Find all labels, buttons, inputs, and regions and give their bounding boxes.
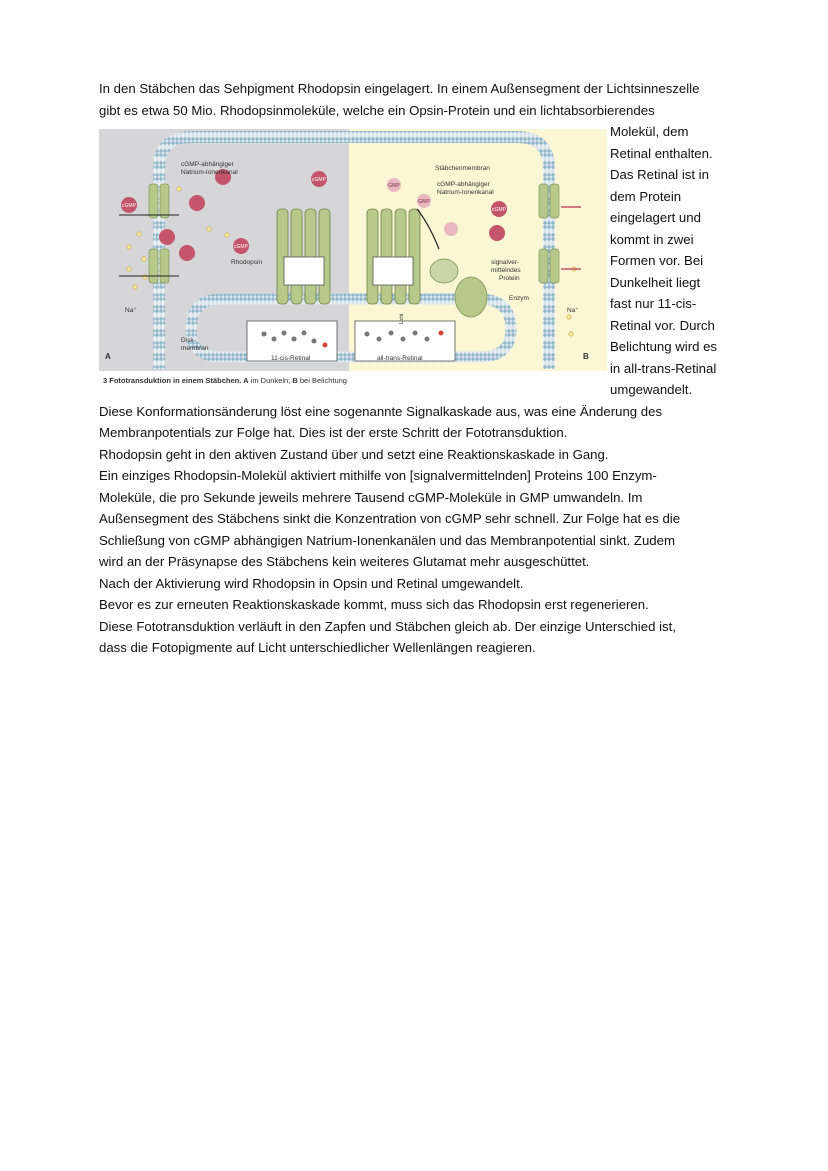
phototransduction-figure (99, 129, 607, 389)
body-line: Moleküle, die pro Sekunde jeweils mehrere Tausend cGMP-Moleküle in GMP umwandeln. Im (99, 490, 643, 505)
gmp-label: GMP (388, 183, 400, 189)
side-line: Dunkelheit liegt (610, 275, 701, 290)
label-channel-right: cGMP-abhängiger (437, 181, 490, 188)
side-line: dem Protein (610, 189, 682, 204)
label-rhodopsin: Rhodopsin (231, 259, 263, 266)
cgmp-label: cGMP (122, 203, 136, 209)
body-line: wird an der Präsynapse des Stäbchens kein weiteres Glutamat mehr ausgeschüttet. (99, 554, 590, 569)
label-signal-3: Protein (499, 275, 520, 282)
body-line: Ein einziges Rhodopsin-Molekül aktiviert mithilfe von [signalvermittelnden] Proteins 100 Enzym- (99, 468, 657, 483)
figure-caption (103, 376, 347, 385)
caption-a: im Dunkeln; (248, 376, 293, 385)
label-channel-left: cGMP-abhängiger (181, 161, 234, 168)
label-disk-1: Disk- (181, 337, 196, 344)
label-channel-left-2: Natrium-Ionenkanal (181, 169, 238, 176)
body-line: dass die Fotopigmente auf Licht unterschiedlicher Wellenlängen reagieren. (99, 640, 536, 655)
caption-b-bold: B (292, 376, 298, 385)
label-signal-1: signalver- (491, 259, 520, 266)
label-panel-b: B (583, 352, 589, 361)
cgmp-label: cGMP (312, 177, 326, 183)
cgmp-label: cGMP (492, 207, 506, 213)
label-panel-a: A (105, 352, 111, 361)
caption-bold: 3 Fototransduktion in einem Stäbchen. A (103, 376, 249, 385)
label-channel-right-2: Natrium-Ionenkanal (437, 189, 494, 196)
side-line: umgewandelt. (610, 382, 693, 397)
body-line: Nach der Aktivierung wird Rhodopsin in Opsin und Retinal umgewandelt. (99, 576, 524, 591)
label-retinal-cis: 11-cis-Retinal (271, 355, 311, 362)
side-line: Belichtung wird es (610, 339, 718, 354)
side-line: kommt in zwei (610, 232, 694, 247)
signal-protein (430, 259, 458, 283)
body-line: Außensegment des Stäbchens sinkt die Konzentration von cGMP sehr schnell. Zur Folge hat es die (99, 511, 681, 526)
label-signal-2: mittelndes (491, 267, 521, 274)
side-line: fast nur 11-cis- (610, 296, 697, 311)
intro-line-1: In den Stäbchen das Sehpigment Rhodopsin eingelagert. In einem Außensegment der Lichtsinneszelle (99, 81, 700, 96)
side-line: eingelagert und (610, 210, 701, 225)
body-line: Schließung von cGMP abhängigen Natrium-Ionenkanälen und das Membranpotential sinkt. Zudem (99, 533, 675, 548)
body-line: Rhodopsin geht in den aktiven Zustand über und setzt eine Reaktionskaskade in Gang. (99, 447, 609, 462)
label-na-left: Na⁺ (125, 307, 137, 314)
side-line: Formen vor. Bei (610, 253, 704, 268)
side-line: Retinal enthalten. (610, 146, 713, 161)
enzyme (455, 277, 487, 317)
side-line: Molekül, dem (610, 124, 689, 139)
body-line: Membranpotentials zur Folge hat. Dies ist der erste Schritt der Fototransduktion. (99, 425, 568, 440)
body-line: Diese Konformationsänderung löst eine sogenannte Signalkaskade aus, was eine Änderung des (99, 404, 663, 419)
side-line: Das Retinal ist in (610, 167, 709, 182)
label-na-right: Na⁺ (567, 307, 579, 314)
label-membrane: Stäbchenmembran (435, 165, 490, 172)
side-line: in all-trans-Retinal (610, 361, 717, 376)
caption-b: bei Belichtung (297, 376, 347, 385)
intro-line-2: gibt es etwa 50 Mio. Rhodopsinmoleküle, welche ein Opsin-Protein und ein lichtabsorbierendes (99, 103, 655, 118)
label-retinal-trans: all-trans-Retinal (377, 355, 423, 362)
label-enzyme: Enzym (509, 295, 529, 302)
label-light: Licht (399, 313, 405, 324)
body-line: Diese Fototransduktion verläuft in den Zapfen und Stäbchen gleich ab. Der einzige Unterschied ist, (99, 619, 676, 634)
body-line: Bevor es zur erneuten Reaktionskaskade kommt, muss sich das Rhodopsin erst regenerieren. (99, 597, 649, 612)
label-disk-2: membran (181, 345, 209, 352)
side-line: Retinal vor. Durch (610, 318, 715, 333)
gmp-label: GMP (418, 199, 430, 205)
cgmp-label: cGMP (234, 244, 248, 250)
